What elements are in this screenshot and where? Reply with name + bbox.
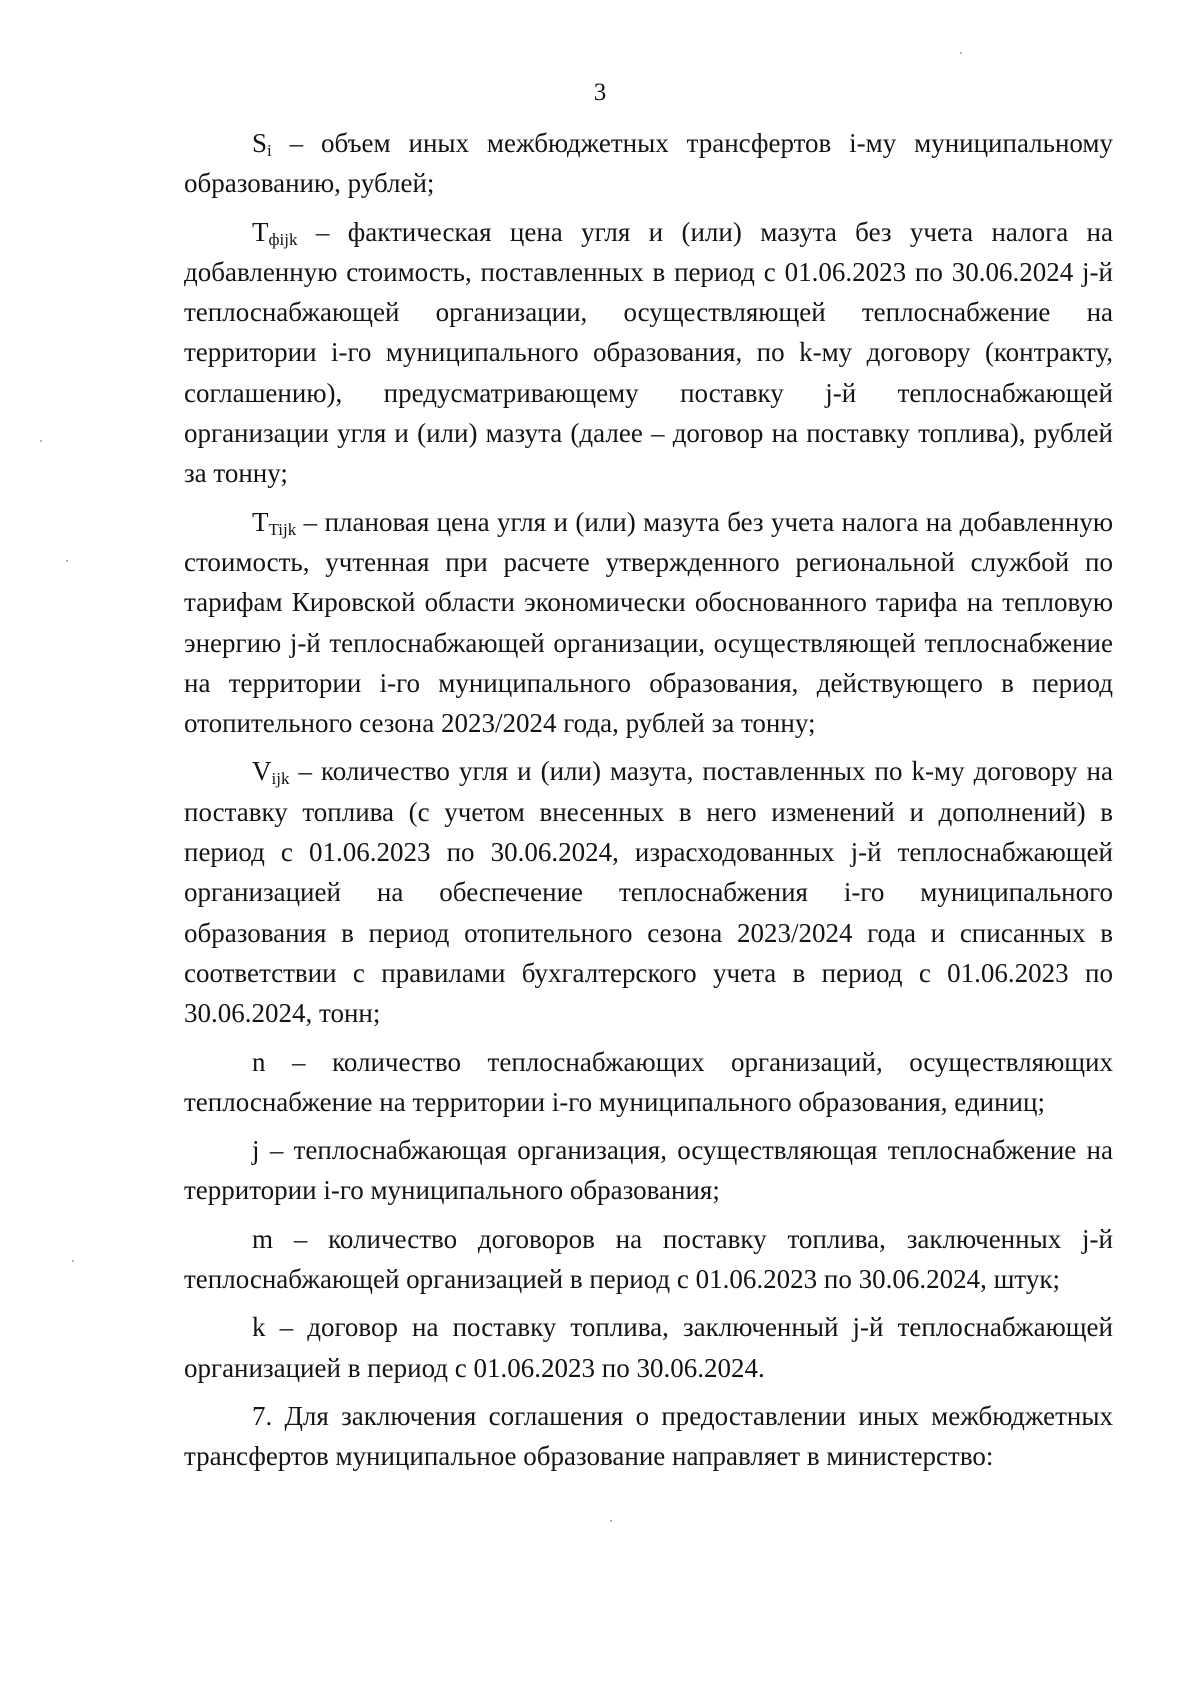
symbol: V — [252, 756, 272, 787]
definition-text: – договор на поставку топлива, заключенный j-й теплоснабжающей организацией в период с 01.06.2023 по 30.06.2024. — [184, 1312, 1113, 1383]
definition-text: – плановая цена угля и (или) мазута без учета налога на добавленную стоимость, учтенная при расчете утвержденного региональной службой по тарифам Кировской области экономически обоснованного тарифа на тепловую энергию j-й теплоснабжающей организации, осуществляющей теплоснабжение на территории i-го муниципального образования, действующего в период отопительного сезона 2023/2024 года, рублей за тонну; — [184, 506, 1113, 739]
symbol-subscript: ijk — [271, 769, 290, 789]
scan-speck — [72, 1260, 74, 1262]
definition-m — [184, 1219, 1113, 1300]
symbol: j — [252, 1135, 260, 1166]
document-body — [184, 123, 1113, 1485]
scan-speck — [610, 1520, 612, 1522]
symbol-subscript: Tijk — [268, 519, 297, 539]
symbol-subscript: i — [267, 141, 272, 160]
symbol: k — [252, 1312, 266, 1343]
definition-t-fact — [184, 212, 1113, 494]
symbol-subscript: фijk — [268, 229, 298, 249]
definition-text: – количество договоров на поставку топлива, заключенных j-й теплоснабжающей организацией в период с 01.06.2023 по 30.06.2024, штук; — [184, 1223, 1113, 1295]
definition-n — [184, 1042, 1113, 1123]
definition-text: – теплоснабжающая организация, осуществляющая теплоснабжение на территории i-го муниципального образования; — [184, 1135, 1113, 1206]
symbol: S — [252, 128, 268, 158]
clause-7: 7. Для заключения соглашения о предоставлении иных межбюджетных трансфертов муниципальное образование направляет в министерство: — [184, 1400, 1113, 1472]
definition-k — [184, 1307, 1113, 1388]
definition-text: – количество угля и (или) мазута, поставленных по k-му договору на поставку топлива (с учетом внесенных в него изменений и дополнений) в период с 01.06.2023 по 30.06.2024, израсходованных j-й теплоснабжающей организацией на обеспечение теплоснабжения i-го муниципального образования в период отопительного сезона 2023/2024 года и списанных в соответствии с правилами бухгалтерского учета в период с 01.06.2023 по 30.06.2024, тонн; — [184, 756, 1113, 1029]
definition-text: – количество теплоснабжающих организаций, осуществляющих теплоснабжение на территории i-го муниципального образования, единиц; — [184, 1046, 1113, 1117]
definition-text: – фактическая цена угля и (или) мазута без учета налога на добавленную стоимость, поставленных в период с 01.06.2023 по 30.06.2024 j-й теплоснабжающей организации, осуществляющей теплоснабжение на территории i-го муниципального образования, по k-му договору (контракту, соглашению), предусматривающему поставку j-й теплоснабжающей организации угля и (или) мазута (далее – договор на поставку топлива), рублей за тонну; — [184, 216, 1113, 489]
symbol: n — [252, 1046, 266, 1077]
scan-speck — [960, 52, 962, 54]
definition-t-plan — [184, 502, 1113, 744]
definition-s-i — [184, 123, 1113, 204]
definition-text: – объем иных межбюджетных трансфертов i-му муниципальному образованию, рублей; — [184, 128, 1113, 199]
definition-j — [184, 1130, 1113, 1211]
scan-speck — [40, 440, 42, 442]
symbol: T — [252, 506, 269, 537]
page-number: 3 — [593, 79, 607, 106]
symbol: T — [252, 216, 269, 247]
definition-v — [184, 751, 1113, 1033]
symbol: m — [252, 1223, 274, 1254]
scan-speck — [66, 560, 68, 562]
